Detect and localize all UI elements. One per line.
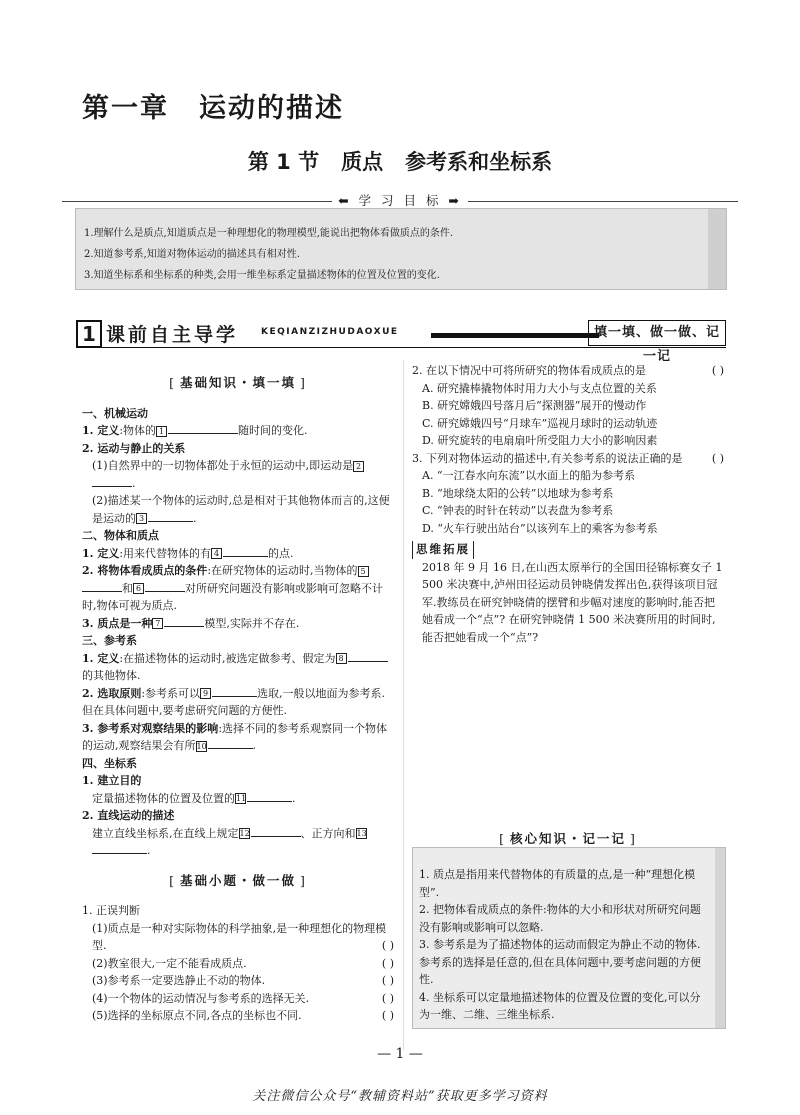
goal-item: 2.知道参考系,知道对物体运动的描述具有相对性. [84, 249, 300, 260]
tf-item: (1)质点是一种对实际物体的科学抽象,是一种理想化的物理模型. ( ) [92, 921, 394, 952]
heading-mechanical-motion: 一、机械运动 [82, 406, 148, 420]
tf-item: (4)一个物体的运动情况与参考系的选择无关. ( ) [92, 991, 394, 1005]
page-number: — 1 — [377, 1046, 423, 1062]
core-item: 1. 质点是指用来代替物体的有质量的点,是一种“理想化模型”. [419, 868, 696, 899]
question-2: 2. 在以下情况中可将所研究的物体看成质点的是 ( ) [412, 364, 724, 377]
option: D. “火车行驶出站台”以该列车上的乘客为参考系 [422, 521, 658, 535]
question-1: 1. 正误判断 [82, 904, 140, 917]
footer-note: 关注微信公众号“教辅资料站”获取更多学习资料 [252, 1089, 548, 1104]
option: B. “地球绕太阳的公转”以地球为参考系 [422, 486, 614, 500]
left-column [82, 372, 394, 1025]
core-item: 3. 参考系是为了描述物体的运动而假定为静止不动的物体.参考系的选择是任意的,但在具体问题中,要考虑问题的方便性. [419, 938, 701, 986]
band-tag: 填一填、做一做、记一记 [588, 320, 726, 346]
thinking-text: 2018 年 9 月 16 日,在山西太原举行的全国田径锦标赛女子 1 500 米决赛中,泸州田径运动员钟晓倩发挥出色,获得该项目冠军.教练员在研究钟晓倩的摆臂和步幅对速度的影响时,能否把她看成一个“点”? 在研究钟晓倩 1 500 米决赛所用的时间时,能否把她看成一个“点”? [422, 560, 723, 644]
subhead-basic-knowledge: [ 基础知识・填一填 ] [82, 374, 394, 393]
blank-line-5: 2. 将物体看成质点的条件:在研究物体的运动时,当物体的 5和 6 对所研究问题没有影响或影响可忽略不计时,物体可视为质点. [82, 564, 383, 612]
blank-line-4: 1. 定义:用来代替物体的有 4 的点. [82, 546, 294, 560]
blank-line-11: 定量描述物体的位置及位置的11 . [92, 791, 296, 805]
tf-item: (5)选择的坐标原点不同,各点的坐标也不同. ( ) [92, 1009, 394, 1022]
goals-box [75, 208, 727, 290]
tf-item: (3)参考系一定要选静止不动的物体. ( ) [92, 974, 394, 987]
section-band [76, 320, 726, 364]
heading-reference-frame: 三、参考系 [82, 634, 137, 647]
option: C. “钟表的时针在转动”以表盘为参考系 [422, 504, 614, 517]
subhead-core-knowledge: [ 核心知识・记一记 ] [412, 830, 724, 849]
option: D. 研究旋转的电扇扇叶所受阻力大小的影响因素 [422, 434, 658, 447]
goal-item: 3.知道坐标系和坐标系的种类,会用一维坐标系定量描述物体的位置及位置的变化. [84, 270, 440, 281]
goals-heading: ⬅ 学 习 目 标 ➡ [0, 191, 800, 209]
heading-object-particle: 二、物体和质点 [82, 529, 159, 542]
heading-coordinate-system: 四、坐标系 [82, 756, 137, 770]
blank-line-3: (2)描述某一个物体的运动时,总是相对于其他物体而言的,这便是运动的 3 . [92, 494, 390, 525]
thinking-extension [412, 541, 724, 646]
core-item: 4. 坐标系可以定量地描述物体的位置及位置的变化,可以分为一维、二维、三维坐标系. [419, 990, 701, 1021]
option: C. 研究嫦娥四号“月球车”巡视月球时的运动轨迹 [422, 416, 658, 430]
thinking-tag: 思维拓展 [412, 541, 474, 559]
right-column [412, 362, 724, 846]
question-3: 3. 下列对物体运动的描述中,有关参考系的说法正确的是 ( ) [412, 451, 724, 465]
core-item: 2. 把物体看成质点的条件:物体的大小和形状对所研究问题没有影响或影响可以忽略. [419, 903, 701, 934]
chapter-title: 第一章 运动的描述 [82, 93, 344, 124]
goal-item: 1.理解什么是质点,知道质点是一种理想化的物理模型,能说出把物体看做质点的条件. [84, 228, 454, 239]
option: B. 研究嫦娥四号落月后“探测器”展开的慢动作 [422, 399, 647, 412]
blank-line-7: 3. 质点是一种 7 模型,实际并不存在. [82, 616, 300, 630]
item-purpose: 1. 建立目的 [82, 774, 142, 787]
blank-line-2: (1)自然界中的一切物体都处于永恒的运动中,即运动是 2. [82, 457, 394, 492]
section-title: 第 1 节 质点 参考系和坐标系 [247, 150, 553, 174]
blank-line-12: 建立直线坐标系,在直线上规定12 、正方向和13. [92, 826, 367, 857]
item-motion-rest: 2. 运动与静止的关系 [82, 441, 186, 455]
blank-line-1: 1. 定义:物体的 1 随时间的变化. [82, 424, 308, 437]
core-knowledge-box [412, 847, 726, 1029]
subhead-basic-exercises: [ 基础小题・做一做 ] [82, 872, 394, 891]
option: A. 研究撬棒撬物体时用力大小与支点位置的关系 [422, 381, 657, 395]
blank-line-10: 3. 参考系对观察结果的影响:选择不同的参考系观察同一个物体的运动,观察结果会有所10 . [82, 721, 388, 752]
tf-item: (2)教室很大,一定不能看成质点. ( ) [92, 956, 394, 970]
item-linear-motion: 2. 直线运动的描述 [82, 809, 175, 822]
band-title: 课前自主导学 [106, 324, 239, 346]
option: A. “一江春水向东流”以水面上的船为参考系 [422, 469, 636, 482]
band-number: 1 [76, 320, 102, 348]
band-pinyin: KEQIANZIZHUDAOXUE [261, 327, 399, 337]
blank-line-8: 1. 定义:在描述物体的运动时,被选定做参考、假定为 8的其他物体. [82, 650, 394, 685]
blank-line-9: 2. 选取原则:参考系可以 9 选取,一般以地面为参考系.但在具体问题中,要考虑研究问题的方便性. [82, 686, 386, 717]
